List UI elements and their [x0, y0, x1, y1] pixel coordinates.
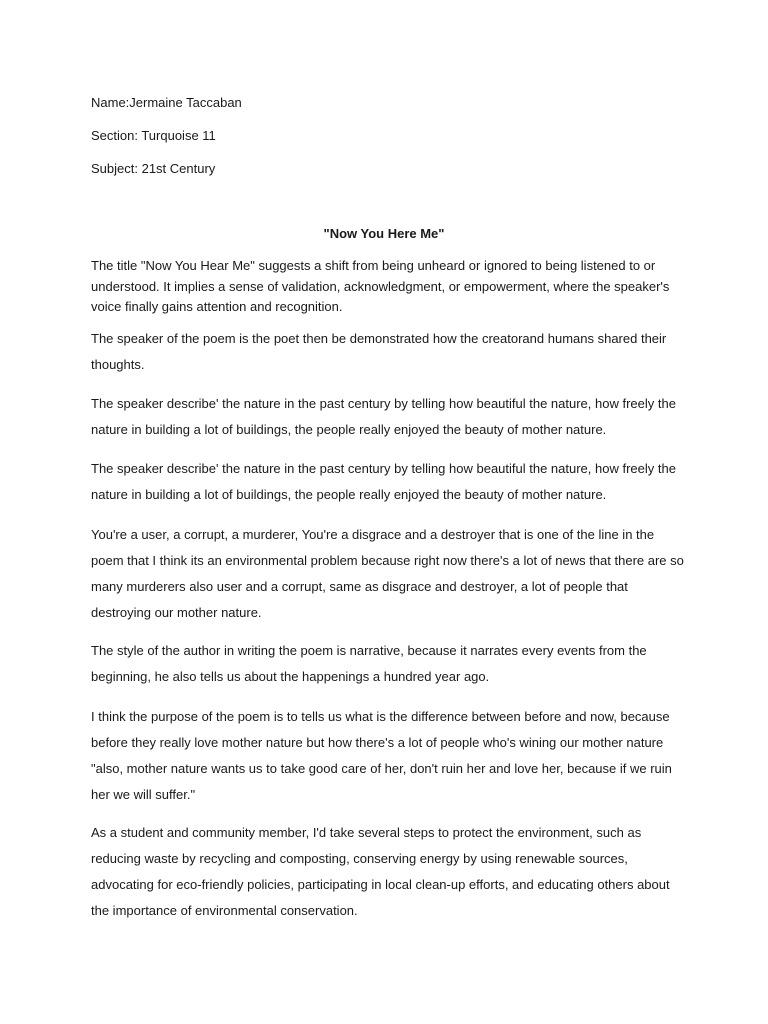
- paragraph-student-steps: As a student and community member, I'd take several steps to protect the environment, such as reducing waste by recycling and composting, conserving energy by using renewable sources, advocating for eco-friendly policies, participating in local clean-up efforts, and educating others about the importance of environmental conservation.: [91, 825, 670, 918]
- paragraph-title-meaning: The title "Now You Hear Me" suggests a shift from being unheard or ignored to being listened to or understood. It implies a sense of validation, acknowledgment, or empowerment, where the speaker's voice finally gains attention and recognition.: [91, 258, 670, 314]
- paragraph-nature-past-1: The speaker describe' the nature in the past century by telling how beautiful the nature, how freely the nature in building a lot of buildings, the people really enjoyed the beauty of mother nature.: [91, 396, 676, 437]
- document-title: "Now You Here Me": [323, 226, 445, 241]
- student-name: Name:Jermaine Taccaban: [91, 95, 242, 110]
- student-subject: Subject: 21st Century: [91, 161, 216, 176]
- student-section: Section: Turquoise 11: [91, 128, 216, 143]
- paragraph-author-style: The style of the author in writing the poem is narrative, because it narrates every events from the beginning, he also tells us about the happenings a hundred year ago.: [91, 643, 647, 684]
- paragraph-environmental-problem: You're a user, a corrupt, a murderer, You're a disgrace and a destroyer that is one of the line in the poem that I think its an environmental problem because right now there's a lot of news that there are so many murderers also user and a corrupt, same as disgrace and destroyer, a lot of people that destroying our mother nature.: [91, 527, 684, 620]
- paragraph-speaker: The speaker of the poem is the poet then be demonstrated how the creatorand humans shared their thoughts.: [91, 331, 667, 372]
- paragraph-nature-past-2: The speaker describe' the nature in the past century by telling how beautiful the nature, how freely the nature in building a lot of buildings, the people really enjoyed the beauty of mother nature.: [91, 461, 676, 502]
- paragraph-poem-purpose: I think the purpose of the poem is to tells us what is the difference between before and now, because before they really love mother nature but how there's a lot of people who's wining our mother nature "also, mother nature wants us to take good care of her, don't ruin her and love her, because if we ruin her we will suffer.": [91, 709, 672, 802]
